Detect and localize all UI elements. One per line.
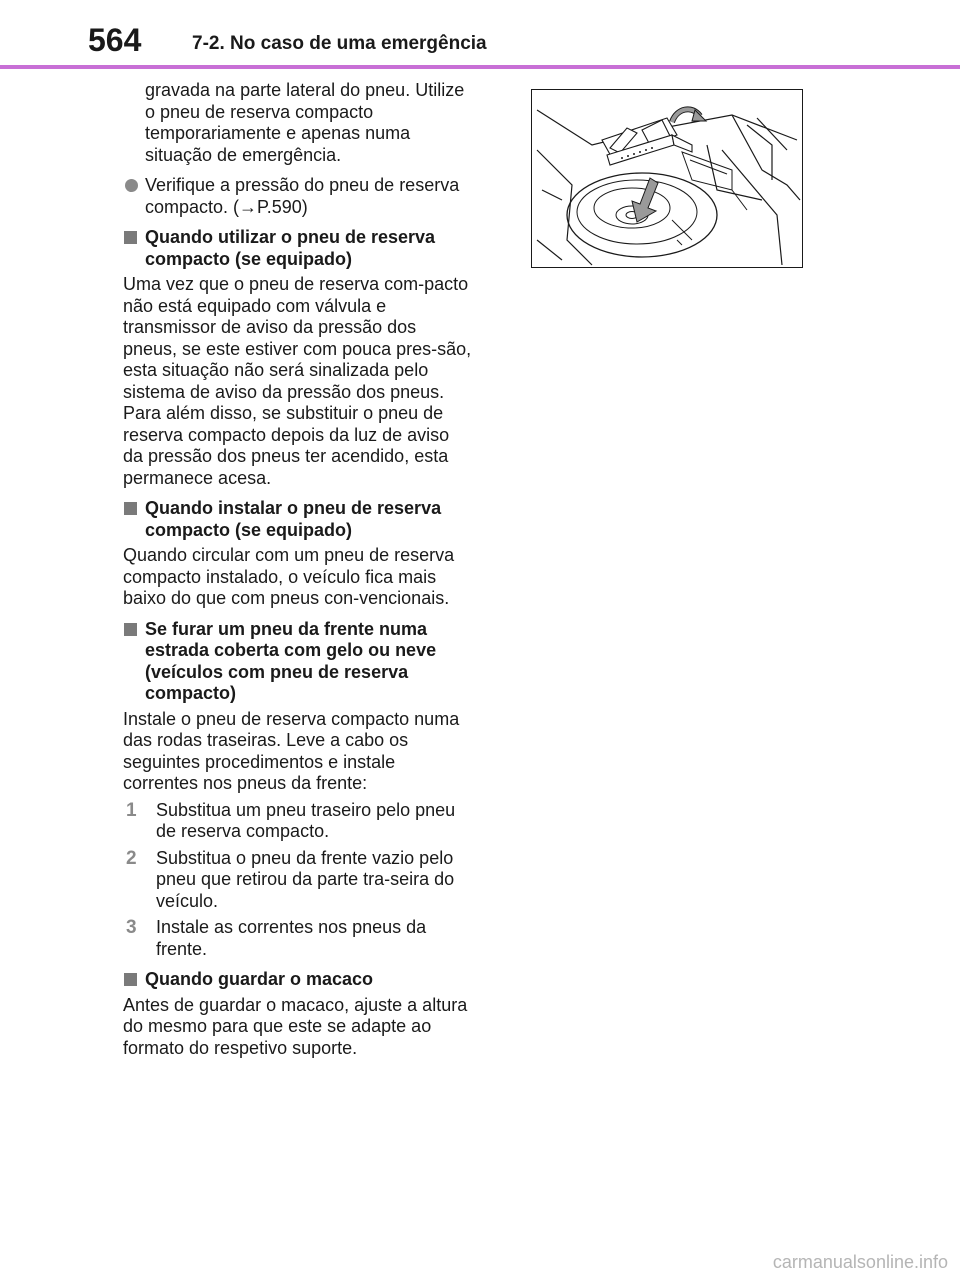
square-marker-icon xyxy=(124,502,137,515)
section-title: 7-2. No caso de uma emergência xyxy=(192,33,487,54)
section-body: Quando circular com um pneu de reserva compacto instalado, o veículo fica mais baixo do que com pneus con-vencionais. xyxy=(123,545,455,608)
bullet-text: Verifique a pressão do pneu de reserva compacto. (→P.590) xyxy=(145,175,460,217)
section-body: Instale o pneu de reserva compacto numa das rodas traseiras. Leve a cabo os seguintes procedimentos e instale correntes nos pneus da frente: xyxy=(123,708,460,793)
square-marker-icon xyxy=(124,231,137,244)
section-body: Uma vez que o pneu de reserva com-pacto não está equipado com válvula e transmissor de aviso da pressão dos pneus, se este estiver com pouca pres-são, esta situação não será sinalizada pelo sistema de aviso da pressão dos pneus. Para além disso, se substituir o pneu de reserva compacto depois da luz de aviso da pressão dos pneus ter acendido, esta permanece acesa. xyxy=(123,274,472,488)
square-marker-icon xyxy=(124,623,137,636)
page-number: 564 xyxy=(88,22,142,58)
step-number: 2 xyxy=(126,847,137,869)
section-heading xyxy=(123,619,473,705)
spare-tire-jack-illustration xyxy=(531,89,803,268)
step-item xyxy=(123,800,473,843)
section-heading xyxy=(123,969,473,991)
section-heading-text: Quando instalar o pneu de reserva compacto (se equipado) xyxy=(145,498,442,540)
section-heading xyxy=(123,227,473,270)
step-text: Substitua um pneu traseiro pelo pneu de reserva compacto. xyxy=(156,799,456,841)
step-item xyxy=(123,917,473,960)
section-heading-text: Quando guardar o macaco xyxy=(145,969,374,989)
text-column xyxy=(123,80,473,1068)
step-number: 3 xyxy=(126,917,137,938)
section-heading xyxy=(123,498,473,541)
section-heading-text: Quando utilizar o pneu de reserva compacto (se equipado) xyxy=(145,227,436,269)
intro-paragraph: gravada na parte lateral do pneu. Utilize o pneu de reserva compacto temporariamente e apenas numa situação de emergência. xyxy=(145,80,465,165)
step-text: Substitua o pneu da frente vazio pelo pneu que retirou da parte tra-seira do veículo. xyxy=(156,847,455,911)
bullet-item xyxy=(123,175,473,218)
header-divider xyxy=(0,65,960,69)
section-heading-text: Se furar um pneu da frente numa estrada coberta com gelo ou neve (veículos com pneu de reserva compacto) xyxy=(145,618,437,703)
step-text: Instale as correntes nos pneus da frente. xyxy=(156,917,427,959)
step-item xyxy=(123,848,473,913)
square-marker-icon xyxy=(124,973,137,986)
bullet-dot-icon xyxy=(125,179,138,192)
step-number: 1 xyxy=(126,799,137,821)
page-header xyxy=(0,0,960,70)
watermark-text: carmanualsonline.info xyxy=(772,1252,948,1272)
trunk-illustration xyxy=(532,90,803,268)
section-body: Antes de guardar o macaco, ajuste a altura do mesmo para que este se adapte ao formato do respetivo suporte. xyxy=(123,994,468,1058)
